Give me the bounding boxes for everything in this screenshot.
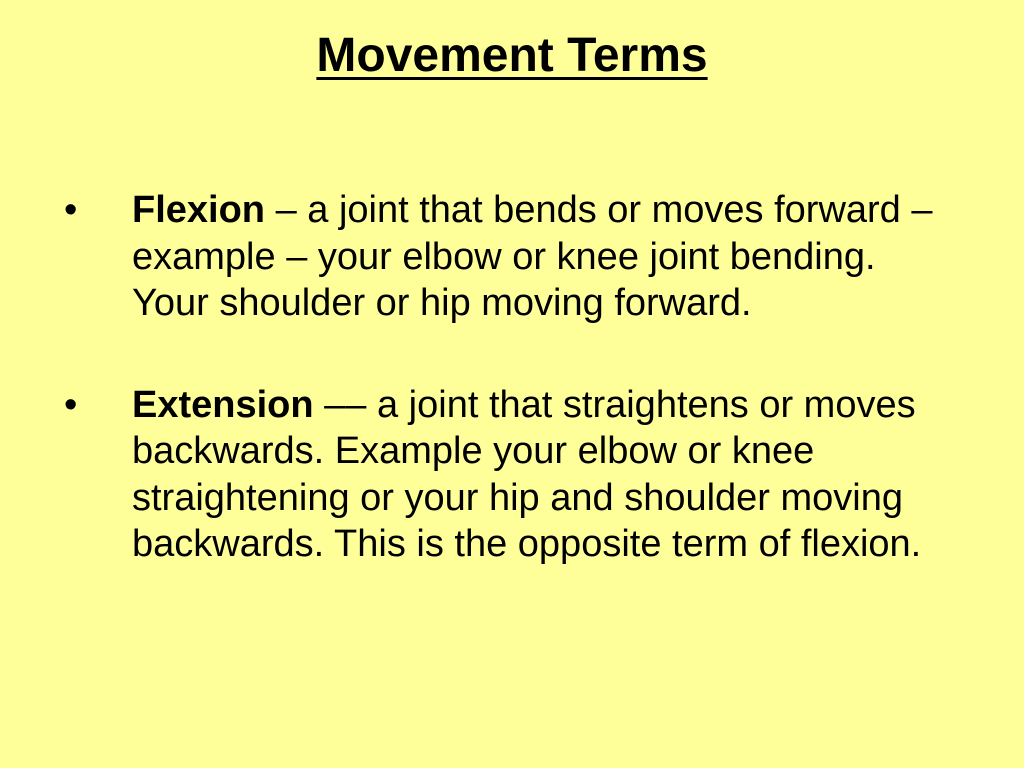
bullet-item-flexion <box>64 187 944 327</box>
definition-flexion: – a joint that bends or moves forward – example – your elbow or knee joint bending. Your shoulder or hip moving forward. <box>132 189 933 324</box>
definition-extension: –– a joint that straightens or moves backwards. Example your elbow or knee straightening or your hip and shoulder moving backwards. This is the opposite term of flexion. <box>132 383 922 565</box>
term-flexion: Flexion <box>132 189 266 231</box>
bullet-item-extension <box>64 382 944 568</box>
bullet-icon: • <box>64 383 78 426</box>
bullet-list <box>64 187 944 623</box>
slide-title: Movement Terms <box>316 29 708 82</box>
term-extension: Extension <box>132 383 314 426</box>
bullet-icon: • <box>64 189 78 231</box>
